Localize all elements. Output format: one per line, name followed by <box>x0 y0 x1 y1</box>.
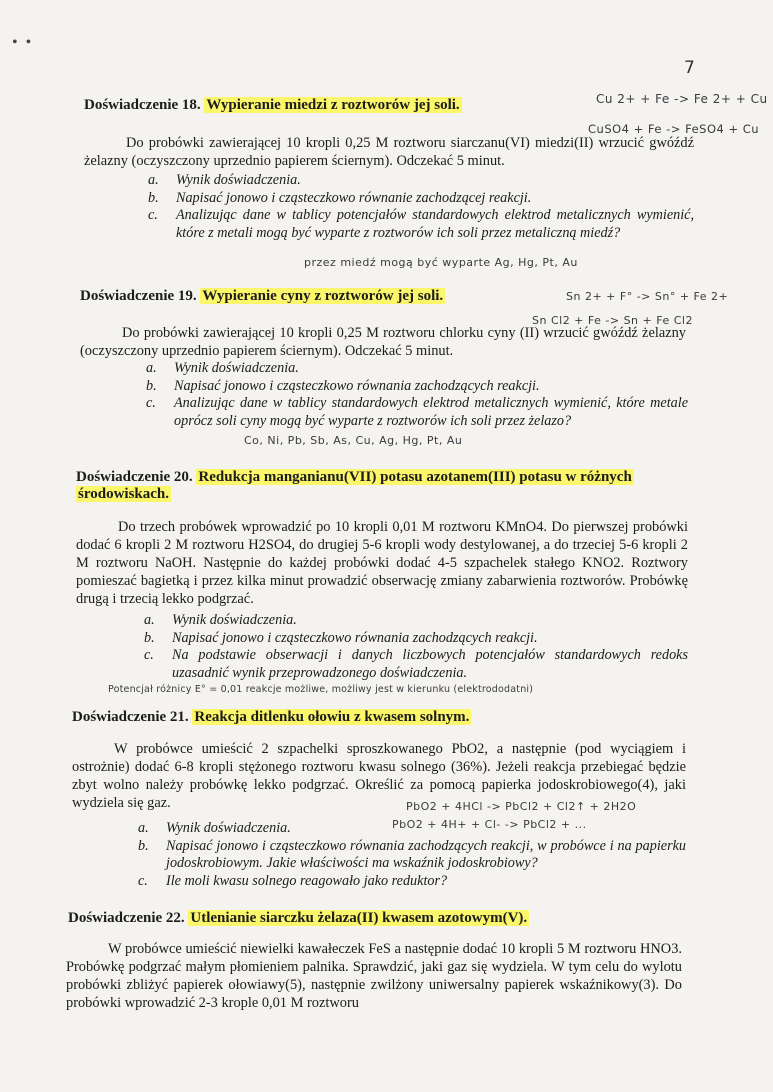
list-item: c. Analizując dane w tablicy potencjałów standardowych elektrod metalicznych wymienić, które z metali mogą być wyparte z roztworów ich soli przez metaliczną miedź? <box>148 207 694 241</box>
experiment-number: Doświadczenie 22. <box>68 910 185 926</box>
handwritten-note: Potencjał różnicy E° = 0,01 reakcje możliwe, możliwy jest w kierunku (elektrododatni) <box>108 684 534 695</box>
experiment-number: Doświadczenie 19. <box>80 288 197 304</box>
experiment-number: Doświadczenie 18. <box>84 97 201 113</box>
list-item: b. Napisać jonowo i cząsteczkowo równania zachodzących reakcji. <box>144 629 538 646</box>
list-item: c. Analizując dane w tablicy standardowych elektrod metalicznych wymienić, które metale oprócz soli cyny mogą być wyparte z roztworów ich soli przez żelazo? <box>146 395 688 429</box>
experiment-title-continued <box>76 484 171 504</box>
experiment-title-text: środowiskach. <box>78 486 169 502</box>
list-item: a. Wynik doświadczenia. <box>148 172 301 188</box>
list-item: b. Napisać jonowo i cząsteczkowo równanie zachodzącej reakcji. <box>148 189 532 206</box>
list-item: a. Wynik doświadczenia. <box>146 360 299 376</box>
list-item: b. Napisać jonowo i cząsteczkowo równania zachodzących reakcji. <box>146 377 540 394</box>
experiment-title-text: Wypieranie cyny z roztworów jej soli. <box>202 288 444 304</box>
list-item: c. Na podstawie obserwacji i danych liczbowych potencjałów standardowych redoks uzasadnić wynik przeprowadzonego doświadczenia. <box>144 647 688 681</box>
experiment-paragraph: W probówce umieścić 2 szpachelki sproszkowanego PbO2, a następnie (pod wyciągiem i ostrożnie) dodać 6-8 kropli stężonego roztworu kwasu solnego (36%). Jeżeli reakcja przebiegać będzie zbyt wolno należy probówkę lekko podgrzać. Określić za pomocą papierka jodoskrobiowego(4), jaki wydziela się gaz. <box>72 741 686 811</box>
experiment-title-text: Reakcja ditlenku ołowiu z kwasem solnym. <box>194 709 470 725</box>
experiment-number: Doświadczenie 20. <box>76 469 193 485</box>
experiment-title-text: Utlenianie siarczku żelaza(II) kwasem azotowym(V). <box>190 910 528 926</box>
task-list <box>138 820 686 890</box>
experiment-paragraph: Do trzech probówek wprowadzić po 10 kropli 0,01 M roztworu KMnO4. Do pierwszej probówki dodać 6 kropli 2 M roztworu H2SO4, do drugiej 5-6 kropli wody destylowanej, a do trzeciej 5-6 kropli 2 M roztworu NaOH. Następnie do każdej probówki dodać 4-5 szpachelek stałego KNO2. Roztwory pomieszać bagietką i przez kilka minut prowadzić obserwację zmiany zabarwienia roztworów. Probówkę drugą i trzecią lekko podgrzać. <box>76 519 688 607</box>
handwritten-note: PbO2 + 4HCl -> PbCl2 + Cl2↑ + 2H2O <box>406 800 637 813</box>
list-item: a. Wynik doświadczenia. <box>138 820 291 836</box>
list-item: b. Napisać jonowo i cząsteczkowo równania zachodzących reakcji, w probówce i na papierku jodoskrobiowym. Jakie właściwości ma wskaźnik jodoskrobiowy? <box>138 837 686 871</box>
handwritten-note: PbO2 + 4H+ + Cl- -> PbCl2 + ... <box>392 818 587 831</box>
experiment-title-text: Redukcja manganianu(VII) potasu azotanem(III) potasu w różnych <box>198 469 632 485</box>
experiment-paragraph: W probówce umieścić niewielki kawałeczek FeS a następnie dodać 10 kropli 5 M roztworu HNO3. Probówkę podgrzać małym płomieniem palnika. Sprawdzić, jaki gaz się wydziela. W tym celu do wylotu probówki zbliżyć papierek ołowiawy(5), następnie zwilżony uniwersalny papierek wskaźnikowy(3). Do probówki wprowadzić 2-3 krople 0,01 M roztworu <box>66 941 682 1011</box>
task-list <box>144 612 688 682</box>
handwritten-note: przez miedź mogą być wyparte Ag, Hg, Pt, Au <box>304 256 578 269</box>
experiment-number: Doświadczenie 21. <box>72 709 189 725</box>
experiment-title <box>84 95 462 115</box>
experiment-paragraph: Do probówki zawierającej 10 kropli 0,25 M roztworu chlorku cyny (II) wrzucić gwóźdź żelazny (oczyszczony uprzednio papierem ściernym). Odczekać 5 minut. <box>80 325 686 359</box>
margin-mark: • • <box>12 34 34 51</box>
page-number: 7 <box>684 58 695 78</box>
handwritten-note: Co, Ni, Pb, Sb, As, Cu, Ag, Hg, Pt, Au <box>244 434 463 447</box>
experiment-title <box>80 286 445 306</box>
experiment-title <box>68 908 529 928</box>
handwritten-note: CuSO4 + Fe -> FeSO4 + Cu <box>588 122 760 136</box>
handwritten-note: Sn 2+ + F° -> Sn° + Fe 2+ <box>566 290 729 303</box>
handwritten-note: Cu 2+ + Fe -> Fe 2+ + Cu <box>596 92 768 106</box>
task-list <box>146 360 688 430</box>
experiment-paragraph: Do probówki zawierającej 10 kropli 0,25 M roztworu siarczanu(VI) miedzi(II) wrzucić gwóźdź żelazny (oczyszczony uprzednio papierem ściernym). Odczekać 5 minut. <box>84 135 694 169</box>
task-list <box>148 172 694 242</box>
experiment-title <box>72 707 471 727</box>
handwritten-note: Sn Cl2 + Fe -> Sn + Fe Cl2 <box>532 314 693 327</box>
experiment-title-text: Wypieranie miedzi z roztworów jej soli. <box>206 97 460 113</box>
list-item: c. Ile moli kwasu solnego reagowało jako reduktor? <box>138 872 448 889</box>
list-item: a. Wynik doświadczenia. <box>144 612 297 628</box>
